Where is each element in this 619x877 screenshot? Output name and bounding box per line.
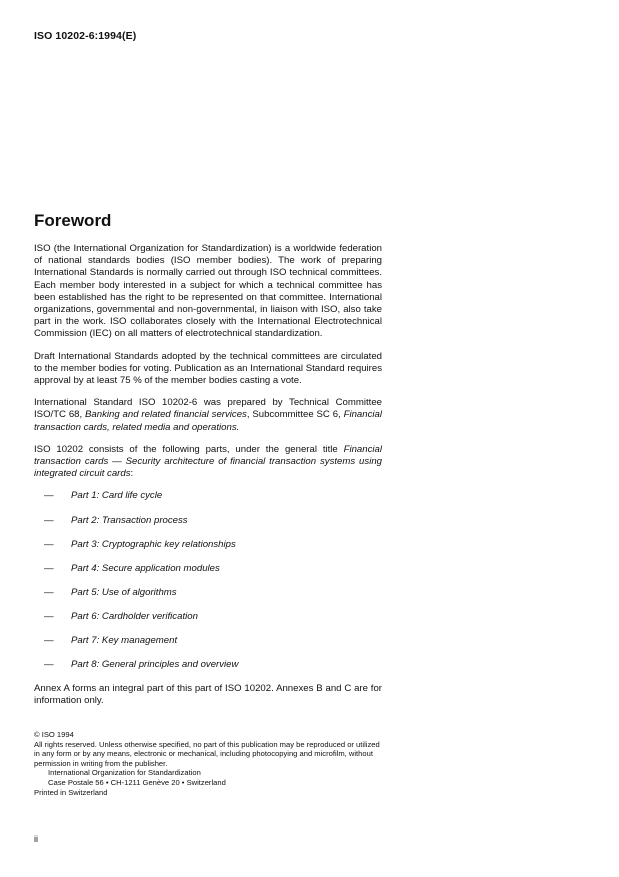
part-label: Part 2: Transaction process [71, 514, 188, 526]
list-dash: — [44, 562, 54, 574]
paragraph-parts-intro [34, 444, 382, 481]
list-dash: — [44, 635, 54, 647]
list-item [34, 611, 382, 623]
foreword-body [34, 243, 382, 718]
copyright-line: © ISO 1994 [34, 730, 74, 739]
list-item [34, 635, 382, 647]
list-item [34, 563, 382, 575]
paragraph-draft-standards: Draft International Standards adopted by the technical committees are circulated to the member bodies for voting. Publication as an International Standard requires approval by at least 75 % of the member bodies casting a vote. [34, 350, 382, 387]
list-item [34, 515, 382, 527]
list-dash: — [44, 659, 54, 671]
printed-in: Printed in Switzerland [34, 787, 108, 797]
part-label: Part 5: Use of algorithms [71, 586, 177, 598]
part-label: Part 6: Cardholder verification [71, 610, 198, 622]
subcommittee-text: , Subcommittee SC 6, [246, 409, 344, 421]
general-title: Financial transaction cards — Security architecture of financial transaction systems using integrated circuit cards [34, 443, 382, 480]
part-label: Part 7: Key management [71, 635, 178, 647]
paragraph-prepared-by [34, 397, 382, 434]
page-number: ii [34, 834, 38, 844]
page-title: Foreword [34, 211, 112, 230]
rights-notice: All rights reserved. Unless otherwise specified, no part of this publication may be reproduced or utilized in any form or by any means, electronic or mechanical, including photocopying and microfilm, without permission in writing from the publisher. [34, 739, 380, 768]
document-id-header: ISO 10202-6:1994(E) [34, 30, 137, 42]
list-dash: — [44, 538, 54, 550]
list-item [34, 587, 382, 599]
prepared-by-text: International Standard ISO 10202-6 was prepared by Technical Committee ISO/TC 68, [34, 397, 382, 421]
list-dash: — [44, 514, 54, 526]
parts-list [34, 490, 382, 671]
paragraph-annexes: Annex A forms an integral part of this part of ISO 10202. Annexes B and C are for information only. [34, 683, 382, 707]
publisher-address: Case Postale 56 • CH-1211 Genève 20 • Switzerland [48, 777, 226, 787]
list-dash: — [44, 586, 54, 598]
parts-intro-colon: : [130, 468, 134, 480]
parts-intro-text: ISO 10202 consists of the following parts, under the general title [34, 443, 344, 455]
list-dash: — [44, 490, 54, 502]
part-label: Part 4: Secure application modules [71, 562, 220, 574]
paragraph-iso-intro: ISO (the International Organization for Standardization) is a worldwide federation of national standards bodies (ISO member bodies). The work of preparing International Standards is normally carried out through ISO technical committees. Each member body interested in a subject for which a technical committee has been established has the right to be represented on that committee. International organizations, governmental and non-governmental, in liaison with ISO, also take part in the work. ISO collaborates closely with the International Electrotechnical Commission (IEC) on all matters of electrotechnical standardization. [34, 243, 382, 340]
part-label: Part 3: Cryptographic key relationships [71, 538, 236, 550]
list-dash: — [44, 610, 54, 622]
list-item [34, 490, 382, 502]
copyright-block [34, 730, 382, 797]
committee-name: Banking and related financial services [85, 409, 247, 421]
part-label: Part 1: Card life cycle [71, 490, 163, 502]
subcommittee-name: Financial transaction cards, related media and operations. [34, 409, 382, 433]
part-label: Part 8: General principles and overview [71, 659, 239, 671]
list-item [34, 659, 382, 671]
list-item [34, 539, 382, 551]
publisher-name: International Organization for Standardization [48, 768, 201, 778]
